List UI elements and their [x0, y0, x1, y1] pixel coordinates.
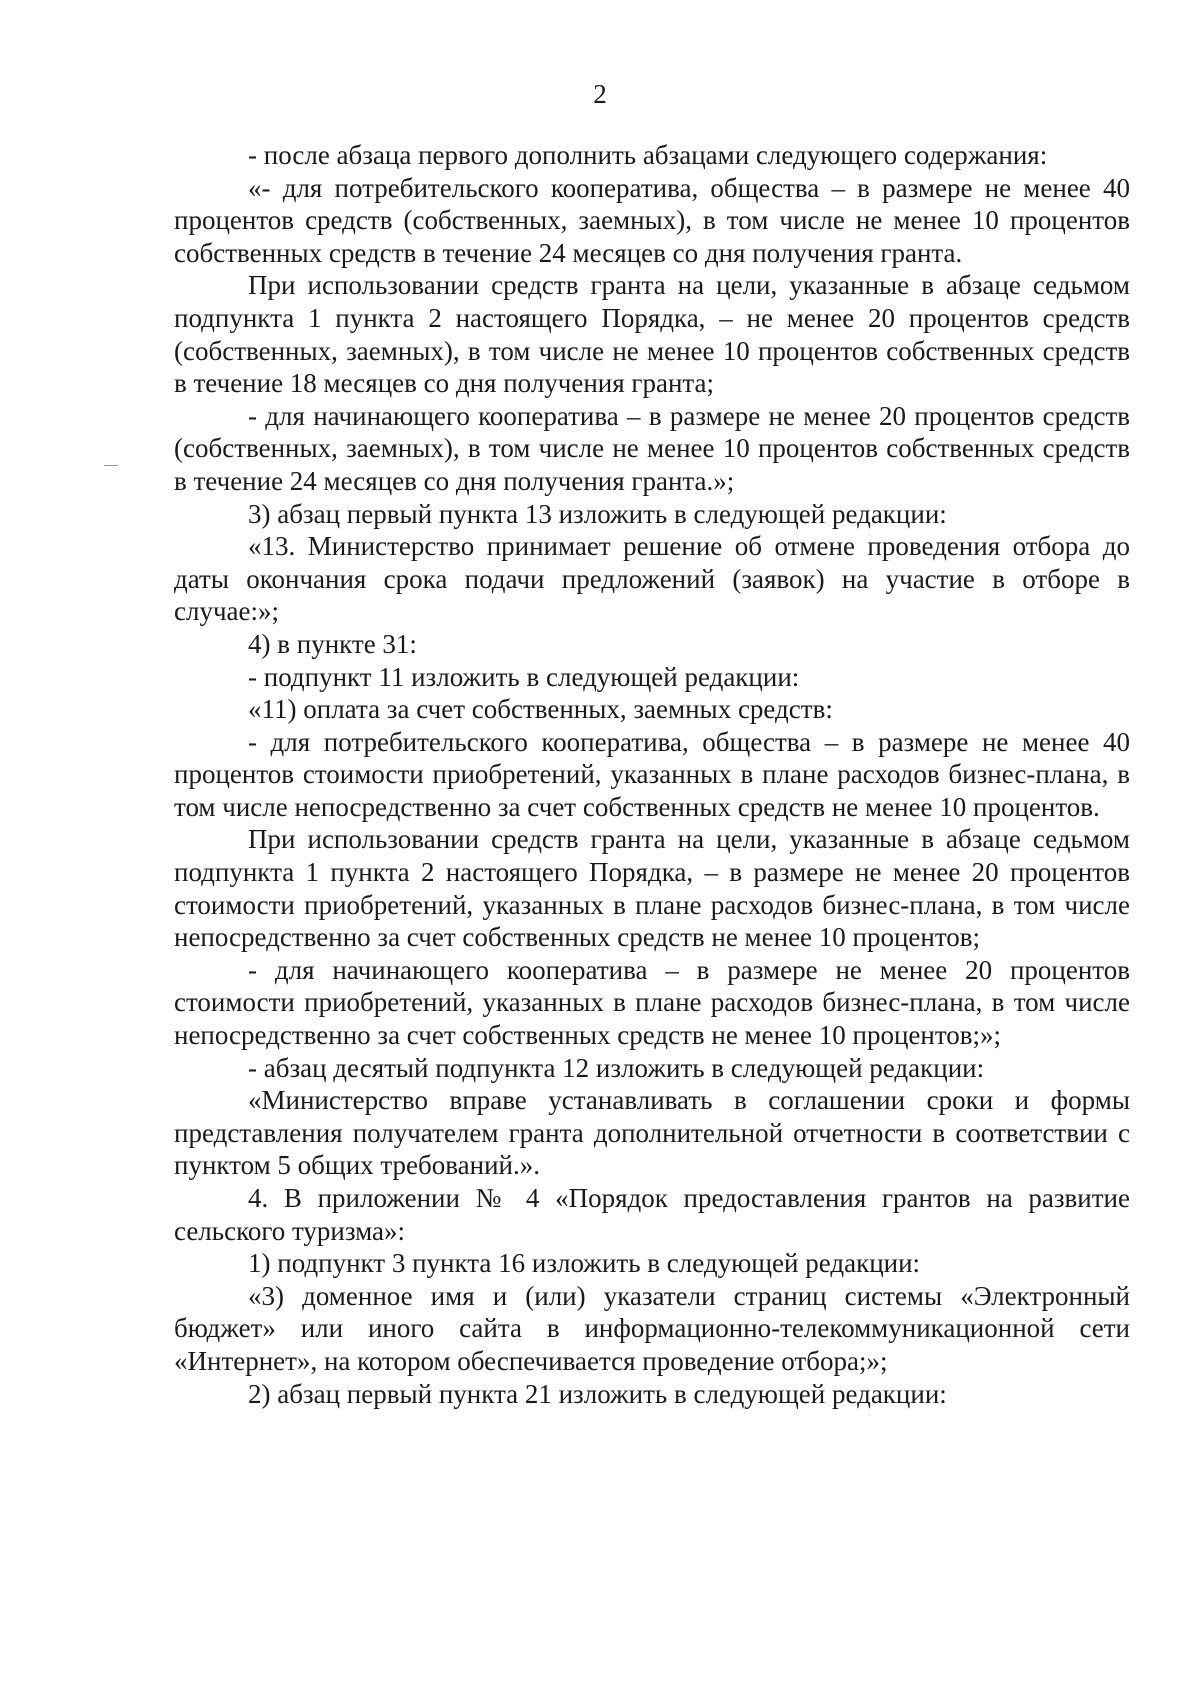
paragraph: - для начинающего кооператива – в размере не менее 20 процентов стоимости приобретений, указанных в плане расходов бизнес-плана, в том числе непосредственно за счет собственных средств не менее 10 процентов;»; — [174, 954, 1130, 1051]
paragraph: 1) подпункт 3 пункта 16 изложить в следующей редакции: — [248, 1248, 921, 1279]
paragraph: - абзац десятый подпункта 12 изложить в следующей редакции: — [248, 1052, 985, 1083]
paragraph: - после абзаца первого дополнить абзацами следующего содержания: — [248, 140, 1048, 170]
paragraph: 4. В приложении № 4 «Порядок предоставления грантов на развитие сельского туризма»: — [174, 1183, 1130, 1246]
paragraph: - для начинающего кооператива – в размере не менее 20 процентов средств (собственных, заемных), в том числе не менее 10 процентов собственных средств в течение 24 месяцев со дня получения гранта.»; — [174, 400, 1130, 496]
scan-margin-mark — [104, 465, 118, 466]
paragraph: «13. Министерство принимает решение об отмене проведения отбора до даты окончания срока подачи предложений (заявок) на участие в отборе в случае:»; — [174, 531, 1130, 627]
paragraph: При использовании средств гранта на цели, указанные в абзаце седьмом подпункта 1 пункта 2 настоящего Порядка, – в размере не менее 20 процентов стоимости приобретений, указанных в плане расходов бизнес-плана, в том числе непосредственно за счет собственных средств не менее 10 процентов; — [174, 824, 1130, 953]
paragraph: - для потребительского кооператива, общества – в размере не менее 40 процентов стоимости приобретений, указанных в плане расходов бизнес-плана, в том числе непосредственно за счет собственных средств не менее 10 процентов. — [174, 726, 1130, 822]
paragraph: «- для потребительского кооператива, общества – в размере не менее 40 процентов средств (собственных, заемных), в том числе не менее 10 процентов собственных средств в течение 24 месяцев со дня получения гранта. — [174, 172, 1130, 268]
paragraph: «3) доменное имя и (или) указатели страниц системы «Электронный бюджет» или иного сайта в информационно-телекоммуникационной сети «Интернет», на котором обеспечивается проведение отбора;»; — [174, 1280, 1130, 1376]
paragraph: «11) оплата за счет собственных, заемных средств: — [248, 694, 833, 725]
document-body — [174, 139, 1130, 1410]
paragraph: При использовании средств гранта на цели, указанные в абзаце седьмом подпункта 1 пункта 2 настоящего Порядка, – не менее 20 процентов средств (собственных, заемных), в том числе не менее 10 процентов собственных средств в течение 18 месяцев со дня получения гранта; — [174, 270, 1130, 399]
paragraph: «Министерство вправе устанавливать в соглашении сроки и формы представления получателем гранта дополнительной отчетности в соответствии с пунктом 5 общих требований.». — [174, 1085, 1130, 1181]
page-number: 2 — [593, 79, 607, 109]
paragraph: - подпункт 11 изложить в следующей редакции: — [248, 661, 800, 692]
paragraph: 3) абзац первый пункта 13 изложить в следующей редакции: — [248, 498, 947, 529]
paragraph: 2) абзац первый пункта 21 изложить в следующей редакции: — [248, 1378, 947, 1409]
paragraph: 4) в пункте 31: — [248, 628, 417, 659]
